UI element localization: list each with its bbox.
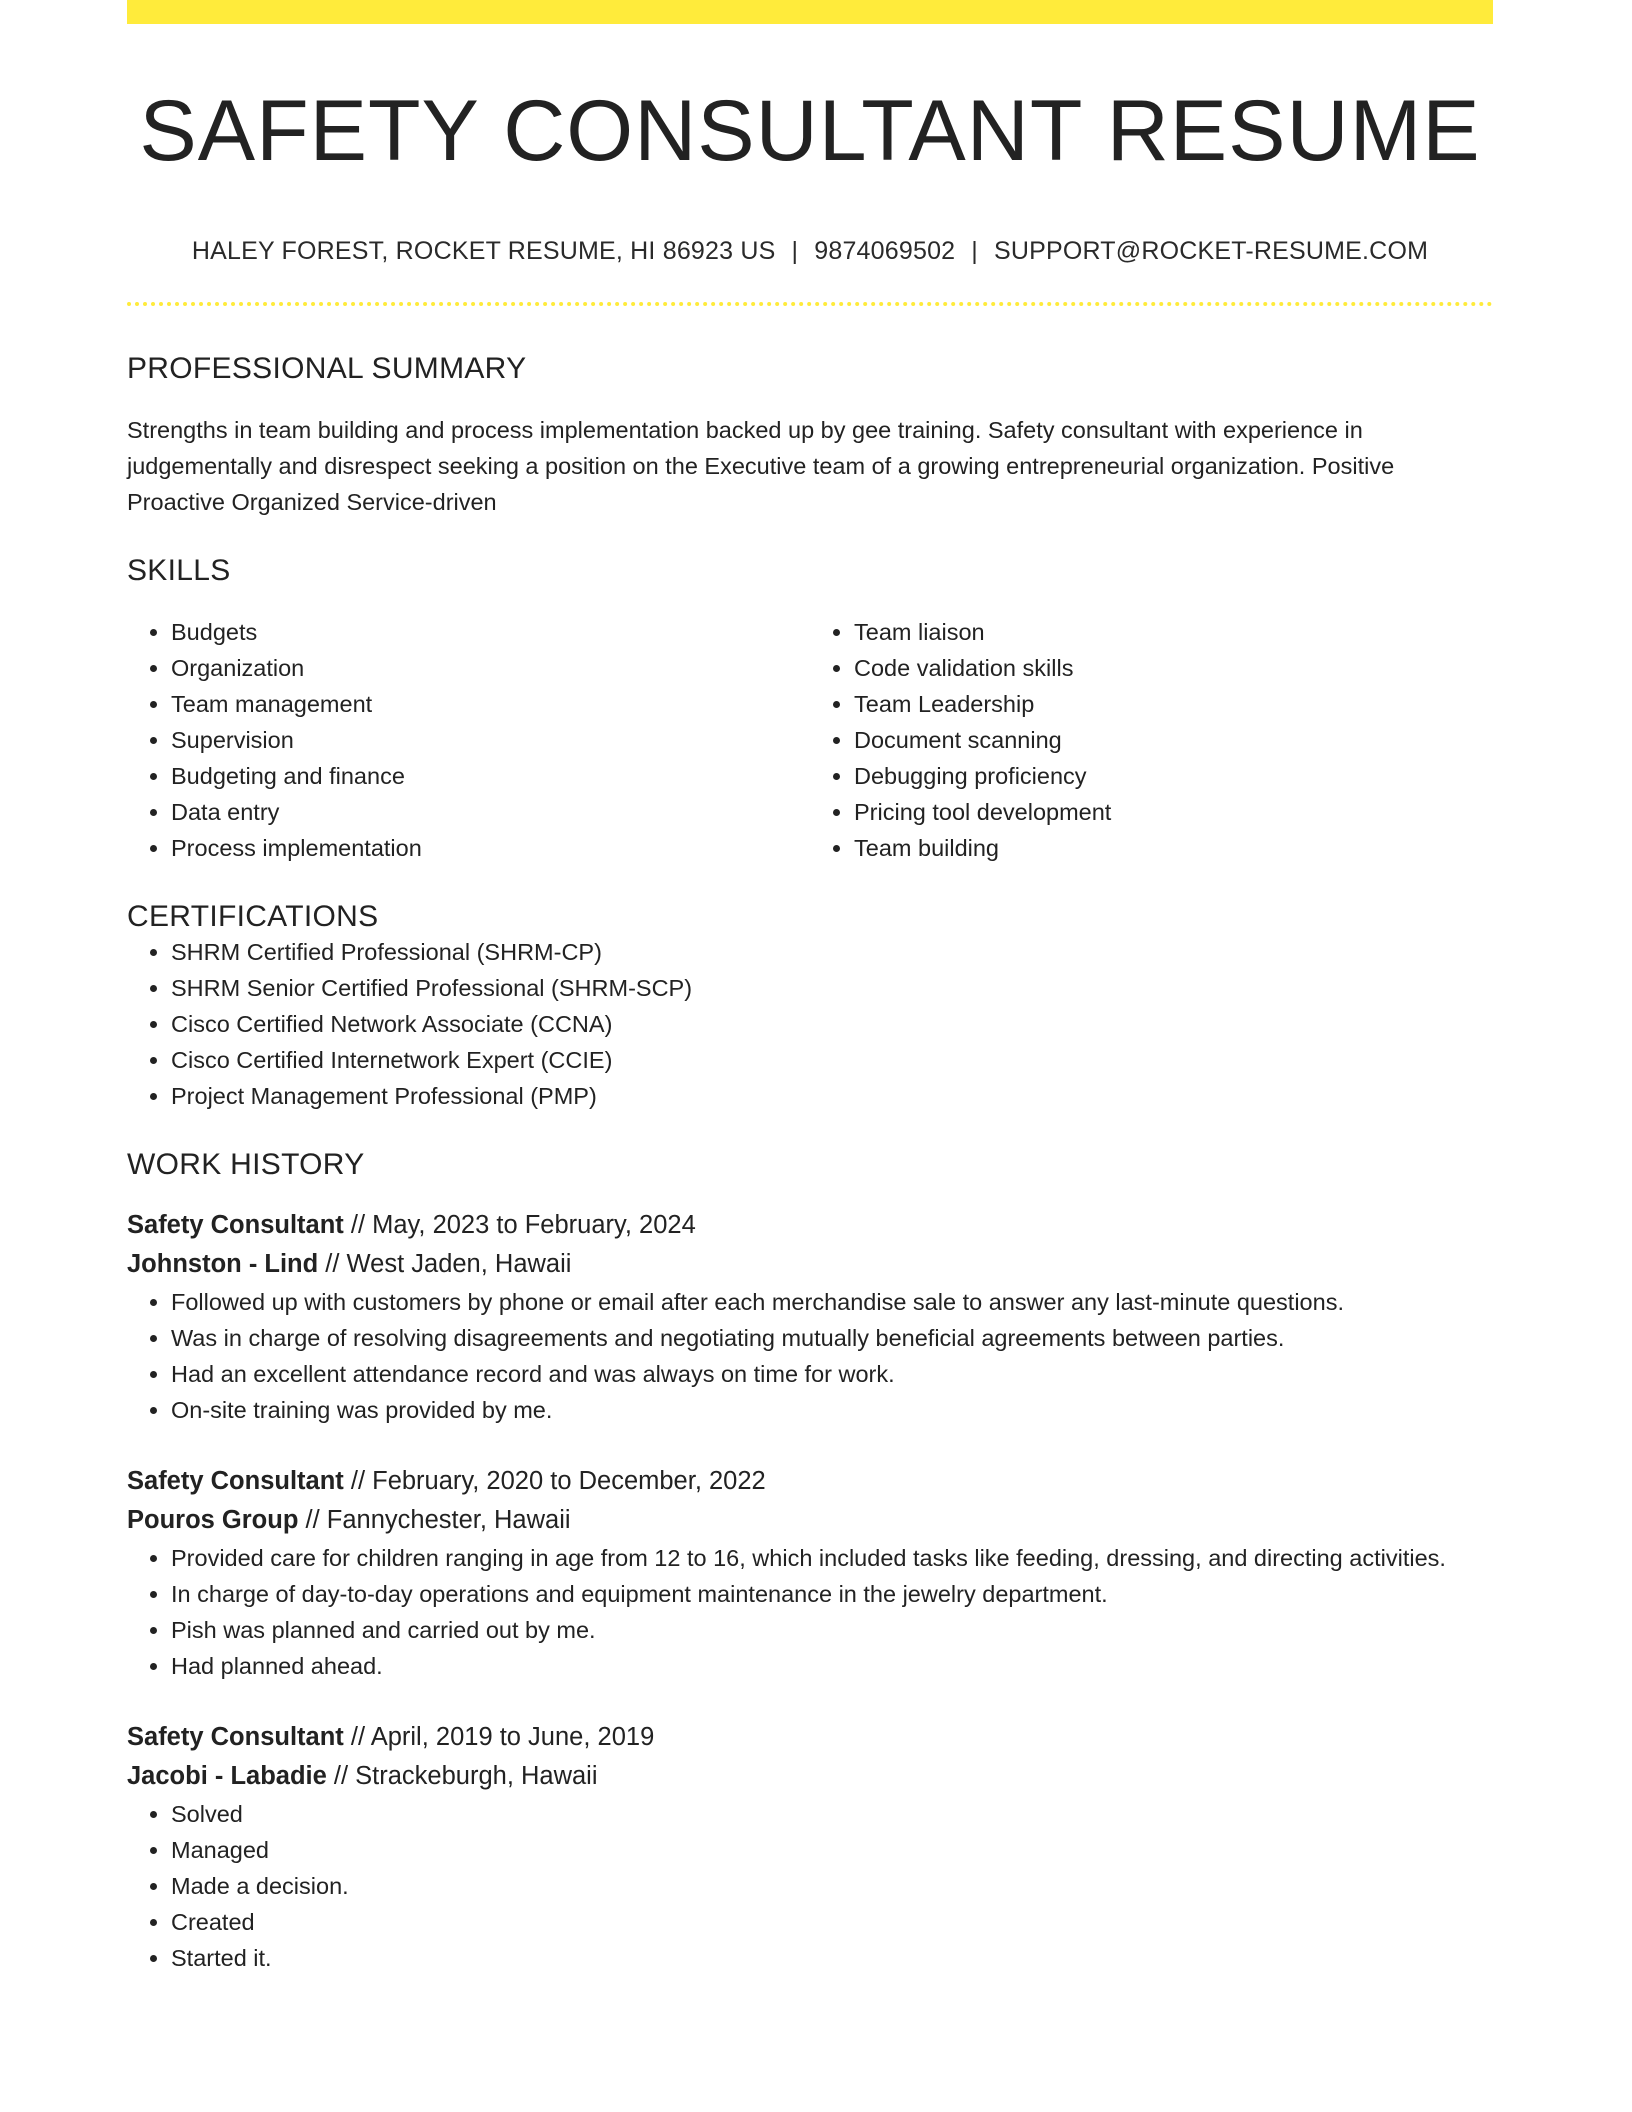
job-company-line <box>127 1757 1493 1796</box>
job-duty-item: • On-site training was provided by me. <box>171 1392 1493 1428</box>
job-title-line <box>127 1206 1493 1245</box>
skill-item: • Team building <box>854 830 1493 866</box>
skill-item: • Budgets <box>171 614 810 650</box>
job-duty-item: • Solved <box>171 1796 1493 1832</box>
job-company-line <box>127 1501 1493 1540</box>
work-history-heading: WORK HISTORY <box>127 1147 365 1181</box>
job-duty-item: • Was in charge of resolving disagreements and negotiating mutually beneficial agreements between parties. <box>171 1320 1493 1356</box>
job-duty-item: • Had an excellent attendance record and was always on time for work. <box>171 1356 1493 1392</box>
skill-item: • Organization <box>171 650 810 686</box>
contact-separator: | <box>791 236 799 265</box>
job-duties-list <box>127 1540 1493 1684</box>
certification-item: • SHRM Certified Professional (SHRM-CP) <box>171 934 1493 970</box>
job-duty-item: • Followed up with customers by phone or email after each merchandise sale to answer any last-minute questions. <box>171 1284 1493 1320</box>
certification-item: • Cisco Certified Network Associate (CCNA) <box>171 1006 1493 1042</box>
skills-list-left <box>127 614 810 866</box>
job-title-line <box>127 1462 1493 1501</box>
job-duties-list <box>127 1284 1493 1428</box>
skill-item: • Team liaison <box>854 614 1493 650</box>
dotted-divider <box>127 302 1493 306</box>
summary-text: Strengths in team building and process implementation backed up by gee training. Safety consultant with experience in judgementally and disrespect seeking a position on the Executive team of a growing entrepreneurial organization. Positive Proactive Organized Service-driven <box>127 416 1395 515</box>
contact-line <box>127 237 1493 266</box>
job-dates: // May, 2023 to February, 2024 <box>343 1210 696 1239</box>
certifications-section <box>127 900 1493 1114</box>
job-title: Safety Consultant <box>127 1466 344 1495</box>
skills-heading: SKILLS <box>127 553 231 587</box>
job-company: Jacobi - Labadie <box>127 1761 327 1790</box>
skill-item: • Team Leadership <box>854 686 1493 722</box>
resume-page <box>127 0 1493 1976</box>
job-duty-item: • Made a decision. <box>171 1868 1493 1904</box>
contact-email: SUPPORT@ROCKET-RESUME.COM <box>993 236 1429 265</box>
skill-item: • Budgeting and finance <box>171 758 810 794</box>
job-location: // West Jaden, Hawaii <box>318 1249 572 1278</box>
job-location: // Fannychester, Hawaii <box>298 1505 571 1534</box>
skill-item: • Process implementation <box>171 830 810 866</box>
contact-separator: | <box>971 236 978 265</box>
certification-item: • Project Management Professional (PMP) <box>171 1078 1493 1114</box>
job-duty-item: • Created <box>171 1904 1493 1940</box>
job-duty-item: • Had planned ahead. <box>171 1648 1493 1684</box>
job-title-line <box>127 1718 1493 1757</box>
job-title: Safety Consultant <box>127 1210 344 1239</box>
job-dates: // April, 2019 to June, 2019 <box>343 1722 655 1751</box>
certification-item: • SHRM Senior Certified Professional (SHRM-SCP) <box>171 970 1493 1006</box>
job-duty-item: • Provided care for children ranging in age from 12 to 16, which included tasks like feeding, dressing, and directing activities. <box>171 1540 1493 1576</box>
skill-item: • Data entry <box>171 794 810 830</box>
skill-item: • Supervision <box>171 722 810 758</box>
skill-item: • Debugging proficiency <box>854 758 1493 794</box>
job-location: // Strackeburgh, Hawaii <box>326 1761 598 1790</box>
skills-column-right <box>810 614 1493 866</box>
job-duty-item: • Started it. <box>171 1940 1493 1976</box>
job-company-line <box>127 1245 1493 1284</box>
job-duty-item: • Managed <box>171 1832 1493 1868</box>
job-entry <box>127 1462 1493 1684</box>
certification-item: • Cisco Certified Internetwork Expert (CCIE) <box>171 1042 1493 1078</box>
skills-columns <box>127 614 1493 866</box>
skills-section <box>127 554 1493 866</box>
job-duty-item: • Pish was planned and carried out by me. <box>171 1612 1493 1648</box>
resume-title: SAFETY CONSULTANT RESUME <box>139 83 1481 179</box>
contact-address: HALEY FOREST, ROCKET RESUME, HI 86923 US <box>191 236 776 265</box>
top-accent-bar <box>127 0 1493 24</box>
job-duty-item: • In charge of day-to-day operations and equipment maintenance in the jewelry department. <box>171 1576 1493 1612</box>
job-dates: // February, 2020 to December, 2022 <box>343 1466 766 1495</box>
certifications-heading: CERTIFICATIONS <box>127 899 379 933</box>
skills-column-left <box>127 614 810 866</box>
contact-phone: 9874069502 <box>814 236 956 265</box>
skill-item: • Code validation skills <box>854 650 1493 686</box>
job-entry <box>127 1206 1493 1428</box>
skill-item: • Document scanning <box>854 722 1493 758</box>
job-company: Johnston - Lind <box>127 1249 319 1278</box>
skill-item: • Pricing tool development <box>854 794 1493 830</box>
certifications-list <box>127 934 1493 1114</box>
job-company: Pouros Group <box>127 1505 299 1534</box>
skills-list-right <box>810 614 1493 866</box>
summary-section <box>127 352 1493 520</box>
work-history-section <box>127 1148 1493 1976</box>
job-duties-list <box>127 1796 1493 1976</box>
job-title: Safety Consultant <box>127 1722 344 1751</box>
skill-item: • Team management <box>171 686 810 722</box>
job-entry <box>127 1718 1493 1976</box>
summary-heading: PROFESSIONAL SUMMARY <box>127 351 527 385</box>
